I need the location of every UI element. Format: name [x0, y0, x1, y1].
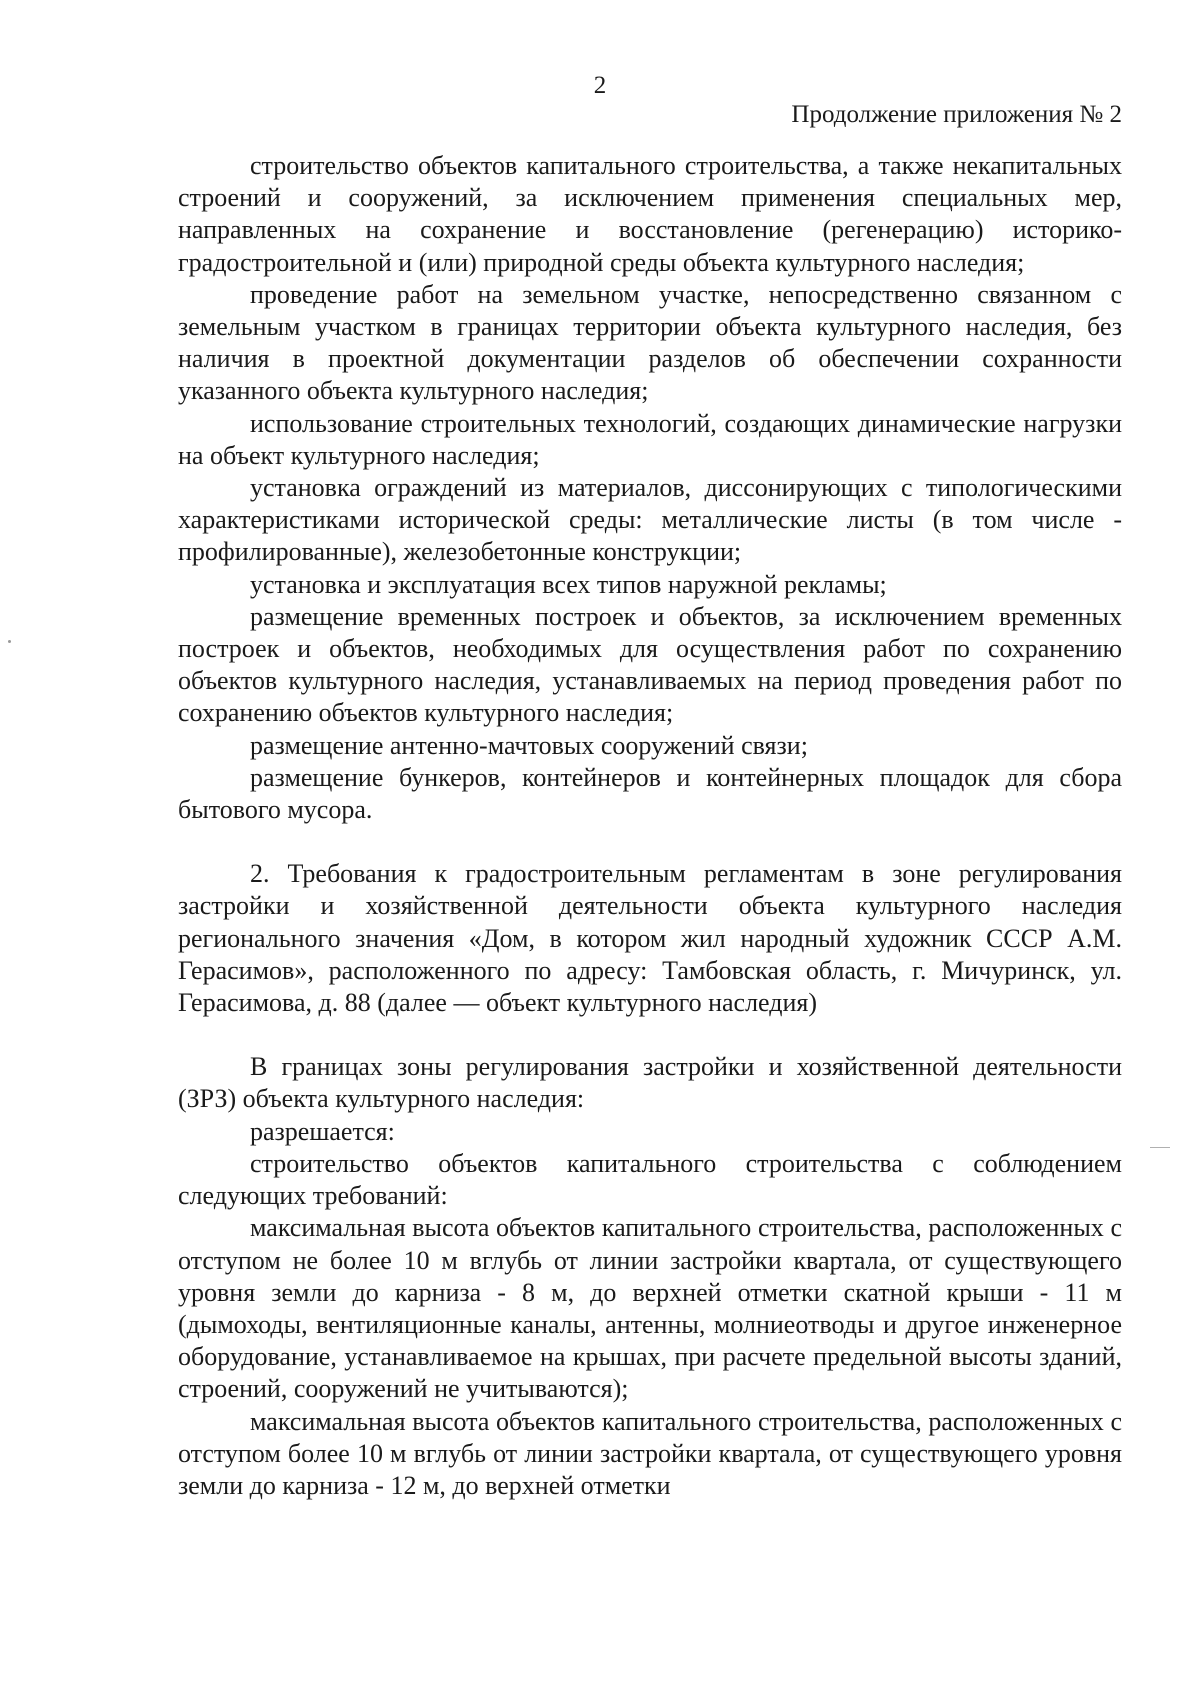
- paragraph: проведение работ на земельном участке, непосредственно связанном с земельным участком в границах территории объекта культурного наследия, без наличия в проектной документации разделов об обеспечении сохранности указанного объекта культурного наследия;: [178, 279, 1122, 406]
- paragraph: строительство объектов капитального строительства с соблюдением следующих требований:: [178, 1148, 1122, 1211]
- header-note: Продолжение приложения № 2: [791, 101, 1122, 128]
- paragraph: разрешается:: [250, 1116, 395, 1146]
- paragraph: установка ограждений из материалов, диссонирующих с типологическими характеристиками исторической среды: металлические листы (в том числе - профилированные), железобетонные конструкции;: [178, 473, 1122, 567]
- spacer: [178, 826, 1122, 858]
- paragraph: размещение бункеров, контейнеров и контейнерных площадок для сбора бытового мусора.: [178, 762, 1122, 825]
- paragraph: В границах зоны регулирования застройки и хозяйственной деятельности (ЗРЗ) объекта культурного наследия:: [178, 1052, 1122, 1114]
- scan-speck: [8, 640, 11, 643]
- paragraph: размещение временных построек и объектов, за исключением временных построек и объектов, необходимых для осуществления работ по сохранению объектов культурного наследия, устанавливаемых на период проведения работ по сохранению объектов культурного наследия;: [178, 601, 1122, 728]
- paragraph: максимальная высота объектов капитального строительства, расположенных с отступом не более 10 м вглубь от линии застройки квартала, от существующего уровня земли до карниза - 8 м, до верхней отметки скатной крыши - 11 м (дымоходы, вентиляционные каналы, антенны, молниеотводы и другое инженерное оборудование, устанавливаемое на крышах, при расчете предельной высоты зданий, строений, сооружений не учитываются);: [178, 1213, 1122, 1404]
- paragraph: установка и эксплуатация всех типов наружной рекламы;: [250, 569, 887, 599]
- paragraph: строительство объектов капитального строительства, а также некапитальных строений и сооружений, за исключением применения специальных мер, направленных на сохранение и восстановление (регенерацию) историко-градостроительной и (или) природной среды объекта культурного наследия;: [178, 151, 1122, 277]
- paragraph: размещение антенно-мачтовых сооружений связи;: [250, 730, 808, 760]
- page-number: 2: [593, 72, 607, 99]
- document-body: [178, 150, 1122, 1502]
- scan-mark: [1150, 1147, 1170, 1148]
- paragraph: максимальная высота объектов капитального строительства, расположенных с отступом более 10 м вглубь от линии застройки квартала, от существующего уровня земли до карниза - 12 м, до верхней отметки: [178, 1406, 1122, 1500]
- spacer: [178, 1019, 1122, 1051]
- section-heading: 2. Требования к градостроительным регламентам в зоне регулирования застройки и хозяйственной деятельности объекта культурного наследия регионального значения «Дом, в котором жил народный художник СССР А.М. Герасимов», расположенного по адресу: Тамбовская область, г. Мичуринск, ул. Герасимова, д. 88 (далее — объект культурного наследия): [178, 859, 1122, 1018]
- paragraph: использование строительных технологий, создающих динамические нагрузки на объект культурного наследия;: [178, 408, 1122, 470]
